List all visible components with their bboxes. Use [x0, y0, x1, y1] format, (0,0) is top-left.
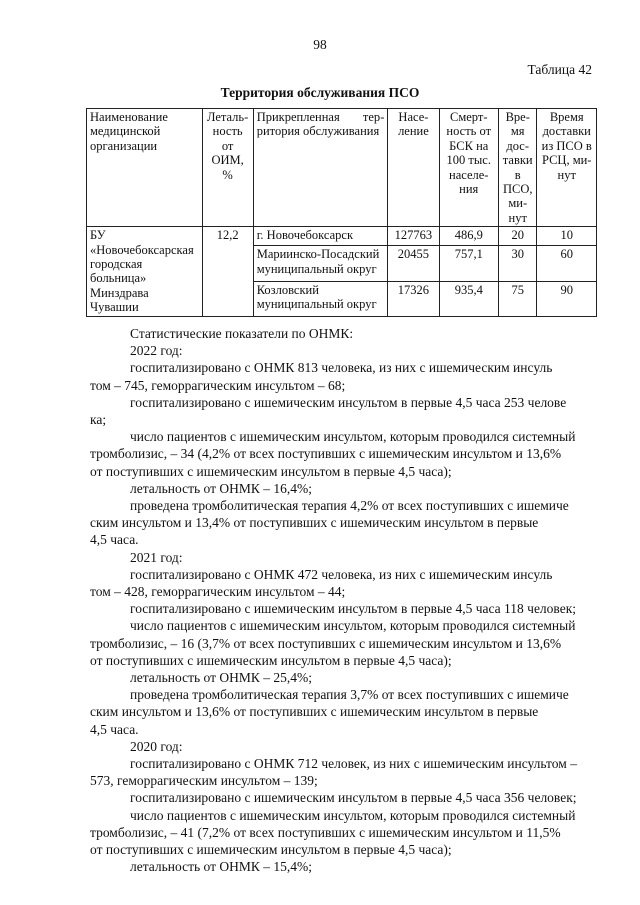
- paragraph-line: госпитализировано с ОНМК 472 человека, из них с ишемическим инсуль: [130, 566, 553, 582]
- paragraph-line: от поступивших с ишемическим инсультом в первые 4,5 часа);: [90, 463, 452, 479]
- paragraph-line: 4,5 часа.: [90, 721, 139, 737]
- header-time-rsc: Время доставки из ПСО в РСЦ, минут: [537, 109, 597, 227]
- header-mortality: Смертность от БСК на 100 тыс. населения: [439, 109, 499, 227]
- cell-time-pso: 30: [499, 246, 537, 281]
- paragraph-line: летальность от ОНМК – 25,4%;: [130, 670, 313, 686]
- paragraph-line: тромболизис, – 34 (4,2% от всех поступивших с ишемическим инсультом и 13,6%: [90, 446, 562, 462]
- page-number: 98: [313, 37, 327, 52]
- paragraph-line: от поступивших с ишемическим инсультом в первые 4,5 часа);: [90, 842, 452, 858]
- paragraph-line: тромболизис, – 41 (7,2% от всех поступивших с ишемическим инсультом и 11,5%: [90, 824, 561, 840]
- cell-lethality: 12,2: [202, 227, 253, 316]
- paragraph-line: от поступивших с ишемическим инсультом в первые 4,5 часа);: [90, 652, 452, 668]
- cell-time-pso: 20: [499, 227, 537, 246]
- paragraph-line: ка;: [90, 412, 107, 428]
- cell-mortality: 486,9: [439, 227, 499, 246]
- header-population: Население: [388, 109, 439, 227]
- cell-territory: Козловский муниципальный округ: [253, 281, 388, 316]
- paragraph-line: том – 745, геморрагическим инсультом – 68;: [90, 377, 346, 393]
- paragraph-year-2021: 2021 год:: [130, 549, 183, 565]
- paragraph-line: тромболизис, – 16 (3,7% от всех поступивших с ишемическим инсультом и 13,6%: [90, 635, 562, 651]
- cell-territory: Мариинско-Посадский муниципальный округ: [253, 246, 388, 281]
- cell-time-pso: 75: [499, 281, 537, 316]
- paragraph-line: госпитализировано с ишемическим инсультом в первые 4,5 часа 356 человек;: [130, 790, 577, 806]
- body-text: [90, 325, 595, 876]
- paragraph-line: ским инсультом и 13,4% от поступивших с ишемическим инсультом в первые: [90, 515, 539, 531]
- paragraph-line: проведена тромболитическая терапия 3,7% от всех поступивших с ишемиче: [130, 687, 569, 703]
- paragraph-line: число пациентов с ишемическим инсультом, которым проводился системный: [130, 807, 576, 823]
- paragraph-line: 573, геморрагическим инсультом – 139;: [90, 773, 318, 789]
- paragraph-line: летальность от ОНМК – 16,4%;: [130, 480, 313, 496]
- cell-time-rsc: 90: [537, 281, 597, 316]
- header-territory: Прикрепленная территория обслуживания: [253, 109, 388, 227]
- cell-territory: г. Новочебоксарск: [253, 227, 388, 246]
- paragraph-line: госпитализировано с ишемическим инсультом в первые 4,5 часа 253 челове: [130, 394, 567, 410]
- cell-mortality: 935,4: [439, 281, 499, 316]
- paragraph-line: число пациентов с ишемическим инсультом, которым проводился системный: [130, 618, 576, 634]
- paragraph-line: ским инсультом и 13,6% от поступивших с ишемическим инсультом в первые: [90, 704, 539, 720]
- header-org: Наименование медицинской организации: [87, 109, 203, 227]
- table-title: Территория обслуживания ПСО: [220, 85, 420, 100]
- paragraph-line: госпитализировано с ОНМК 813 человека, из них с ишемическим инсуль: [130, 360, 553, 376]
- cell-population: 20455: [388, 246, 439, 281]
- cell-time-rsc: 60: [537, 246, 597, 281]
- paragraph-stats-heading: Статистические показатели по ОНМК:: [130, 326, 354, 341]
- paragraph-line: том – 428, геморрагическим инсультом – 44;: [90, 584, 346, 600]
- cell-population: 17326: [388, 281, 439, 316]
- paragraph-year-2020: 2020 год:: [130, 738, 183, 754]
- paragraph-year-2022: 2022 год:: [130, 343, 183, 359]
- paragraph-line: число пациентов с ишемическим инсультом, которым проводился системный: [130, 429, 576, 445]
- cell-mortality: 757,1: [439, 246, 499, 281]
- paragraph-line: 4,5 часа.: [90, 532, 139, 548]
- paragraph-line: проведена тромболитическая терапия 4,2% от всех поступивших с ишемиче: [130, 498, 569, 514]
- cell-org: БУ «Новочебоксарская городская больница» Минздрава Чувашии: [87, 227, 203, 316]
- paragraph-line: госпитализировано с ОНМК 712 человек, из них с ишемическим инсультом –: [130, 756, 577, 772]
- table-number: Таблица 42: [527, 62, 592, 77]
- header-time-pso: Время доставки в ПСО, минут: [499, 109, 537, 227]
- header-lethality: Летальность от ОИМ, %: [202, 109, 253, 227]
- paragraph-line: госпитализировано с ишемическим инсультом в первые 4,5 часа 118 человек;: [130, 601, 577, 617]
- cell-population: 127763: [388, 227, 439, 246]
- cell-time-rsc: 10: [537, 227, 597, 246]
- service-territory-table: [86, 108, 597, 317]
- paragraph-line: летальность от ОНМК – 15,4%;: [130, 859, 313, 875]
- table-row: [87, 227, 597, 246]
- table-header-row: [87, 109, 597, 227]
